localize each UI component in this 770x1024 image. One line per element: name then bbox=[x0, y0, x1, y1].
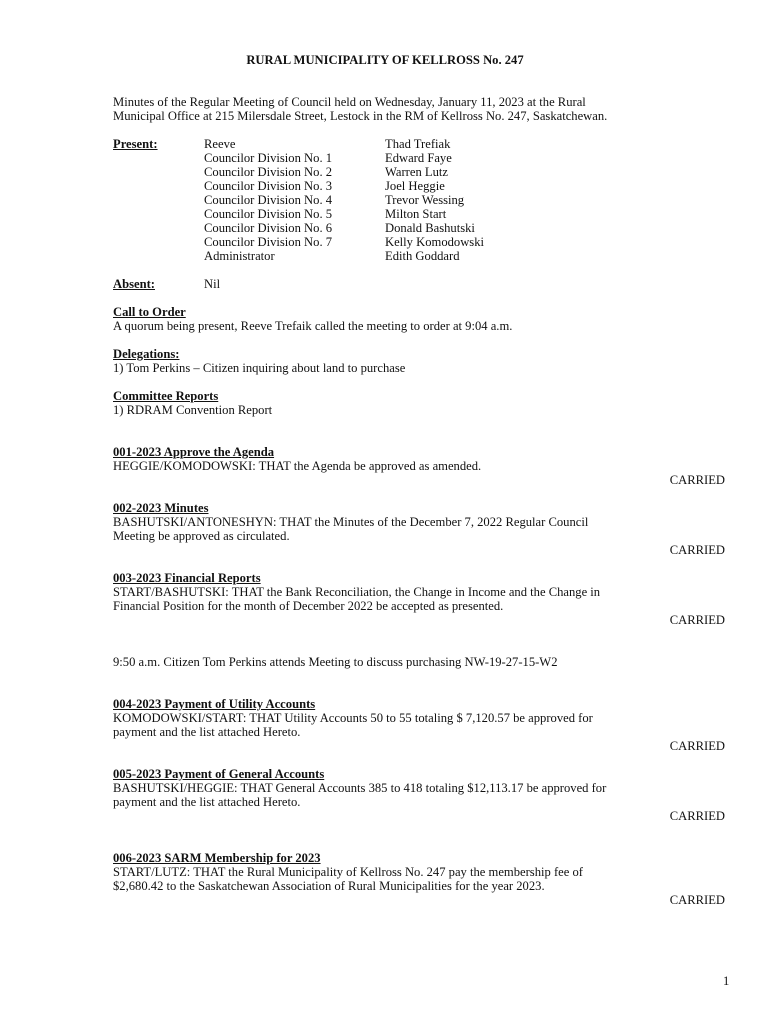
attendee-name: Warren Lutz bbox=[385, 165, 448, 179]
attendee-role: Councilor Division No. 1 bbox=[204, 151, 333, 165]
motion-002 bbox=[113, 501, 725, 557]
section-heading: Delegations: bbox=[113, 347, 180, 361]
attendee-names bbox=[385, 137, 484, 263]
section-heading: Committee Reports bbox=[113, 389, 219, 403]
attendee-role: Administrator bbox=[204, 249, 275, 263]
motion-status: CARRIED bbox=[669, 893, 725, 907]
motion-heading: 004-2023 Payment of Utility Accounts bbox=[113, 697, 316, 711]
list-item: 1) Tom Perkins – Citizen inquiring about land to purchase bbox=[113, 361, 406, 375]
motion-005 bbox=[113, 767, 725, 823]
motion-status: CARRIED bbox=[669, 473, 725, 487]
motion-status: CARRIED bbox=[669, 809, 725, 823]
section-text: A quorum being present, Reeve Trefaik called the meeting to order at 9:04 a.m. bbox=[113, 319, 513, 333]
motion-text: Meeting be approved as circulated. bbox=[113, 529, 290, 543]
motion-text: Financial Position for the month of December 2022 be accepted as presented. bbox=[113, 599, 504, 613]
motion-heading: 001-2023 Approve the Agenda bbox=[113, 445, 275, 459]
attendee-name: Donald Bashutski bbox=[385, 221, 475, 235]
page-number: 1 bbox=[723, 974, 730, 988]
absent-value: Nil bbox=[204, 277, 221, 291]
attendee-role: Councilor Division No. 5 bbox=[204, 207, 333, 221]
attendee-role: Councilor Division No. 7 bbox=[204, 235, 333, 249]
section-heading: Call to Order bbox=[113, 305, 186, 319]
motion-text: BASHUTSKI/ANTONESHYN: THAT the Minutes of the December 7, 2022 Regular Council bbox=[113, 515, 589, 529]
note-text: 9:50 a.m. Citizen Tom Perkins attends Meeting to discuss purchasing NW-19-27-15-W2 bbox=[113, 655, 558, 669]
attendee-name: Milton Start bbox=[385, 207, 447, 221]
motion-text: payment and the list attached Hereto. bbox=[113, 725, 301, 739]
motion-status: CARRIED bbox=[669, 543, 725, 557]
motion-text: BASHUTSKI/HEGGIE: THAT General Accounts 385 to 418 totaling $12,113.17 be approved for bbox=[113, 781, 607, 795]
motion-004 bbox=[113, 697, 725, 753]
document-title: RURAL MUNICIPALITY OF KELLROSS No. 247 bbox=[246, 53, 524, 67]
committee-reports-section bbox=[113, 389, 725, 417]
motion-text: payment and the list attached Hereto. bbox=[113, 795, 301, 809]
attendee-role: Councilor Division No. 3 bbox=[204, 179, 333, 193]
motion-text: KOMODOWSKI/START: THAT Utility Accounts 50 to 55 totaling $ 7,120.57 be approved for bbox=[113, 711, 593, 725]
attendee-role: Councilor Division No. 4 bbox=[204, 193, 333, 207]
motion-003 bbox=[113, 571, 725, 627]
attendee-roles bbox=[204, 137, 332, 263]
meeting-note bbox=[113, 655, 725, 669]
motion-status: CARRIED bbox=[669, 739, 725, 753]
attendee-name: Edward Faye bbox=[385, 151, 452, 165]
attendee-role: Reeve bbox=[204, 137, 236, 151]
call-to-order-section bbox=[113, 305, 725, 333]
motion-heading: 003-2023 Financial Reports bbox=[113, 571, 261, 585]
intro-line: Minutes of the Regular Meeting of Council held on Wednesday, January 11, 2023 at the Rural bbox=[113, 95, 586, 109]
attendee-name: Trevor Wessing bbox=[385, 193, 465, 207]
present-label: Present: bbox=[113, 137, 158, 151]
attendee-role: Councilor Division No. 6 bbox=[204, 221, 333, 235]
motion-text: HEGGIE/KOMODOWSKI: THAT the Agenda be approved as amended. bbox=[113, 459, 482, 473]
motion-text: START/LUTZ: THAT the Rural Municipality of Kellross No. 247 pay the membership fee of bbox=[113, 865, 583, 879]
intro-line: Municipal Office at 215 Milersdale Street, Lestock in the RM of Kellross No. 247, Saskatchewan. bbox=[113, 109, 608, 123]
list-item: 1) RDRAM Convention Report bbox=[113, 403, 273, 417]
attendee-name: Edith Goddard bbox=[385, 249, 460, 263]
motion-text: $2,680.42 to the Saskatchewan Association of Rural Municipalities for the year 2023. bbox=[113, 879, 545, 893]
attendee-name: Kelly Komodowski bbox=[385, 235, 484, 249]
motion-status: CARRIED bbox=[669, 613, 725, 627]
delegations-section bbox=[113, 347, 725, 375]
motion-001 bbox=[113, 445, 725, 487]
attendee-name: Joel Heggie bbox=[385, 179, 445, 193]
motion-006 bbox=[113, 851, 725, 907]
motion-heading: 006-2023 SARM Membership for 2023 bbox=[113, 851, 321, 865]
intro-paragraph bbox=[113, 95, 733, 123]
motion-text: START/BASHUTSKI: THAT the Bank Reconciliation, the Change in Income and the Change in bbox=[113, 585, 601, 599]
attendee-role: Councilor Division No. 2 bbox=[204, 165, 333, 179]
motion-heading: 002-2023 Minutes bbox=[113, 501, 209, 515]
attendee-name: Thad Trefiak bbox=[385, 137, 451, 151]
motion-heading: 005-2023 Payment of General Accounts bbox=[113, 767, 325, 781]
absent-label: Absent: bbox=[113, 277, 155, 291]
